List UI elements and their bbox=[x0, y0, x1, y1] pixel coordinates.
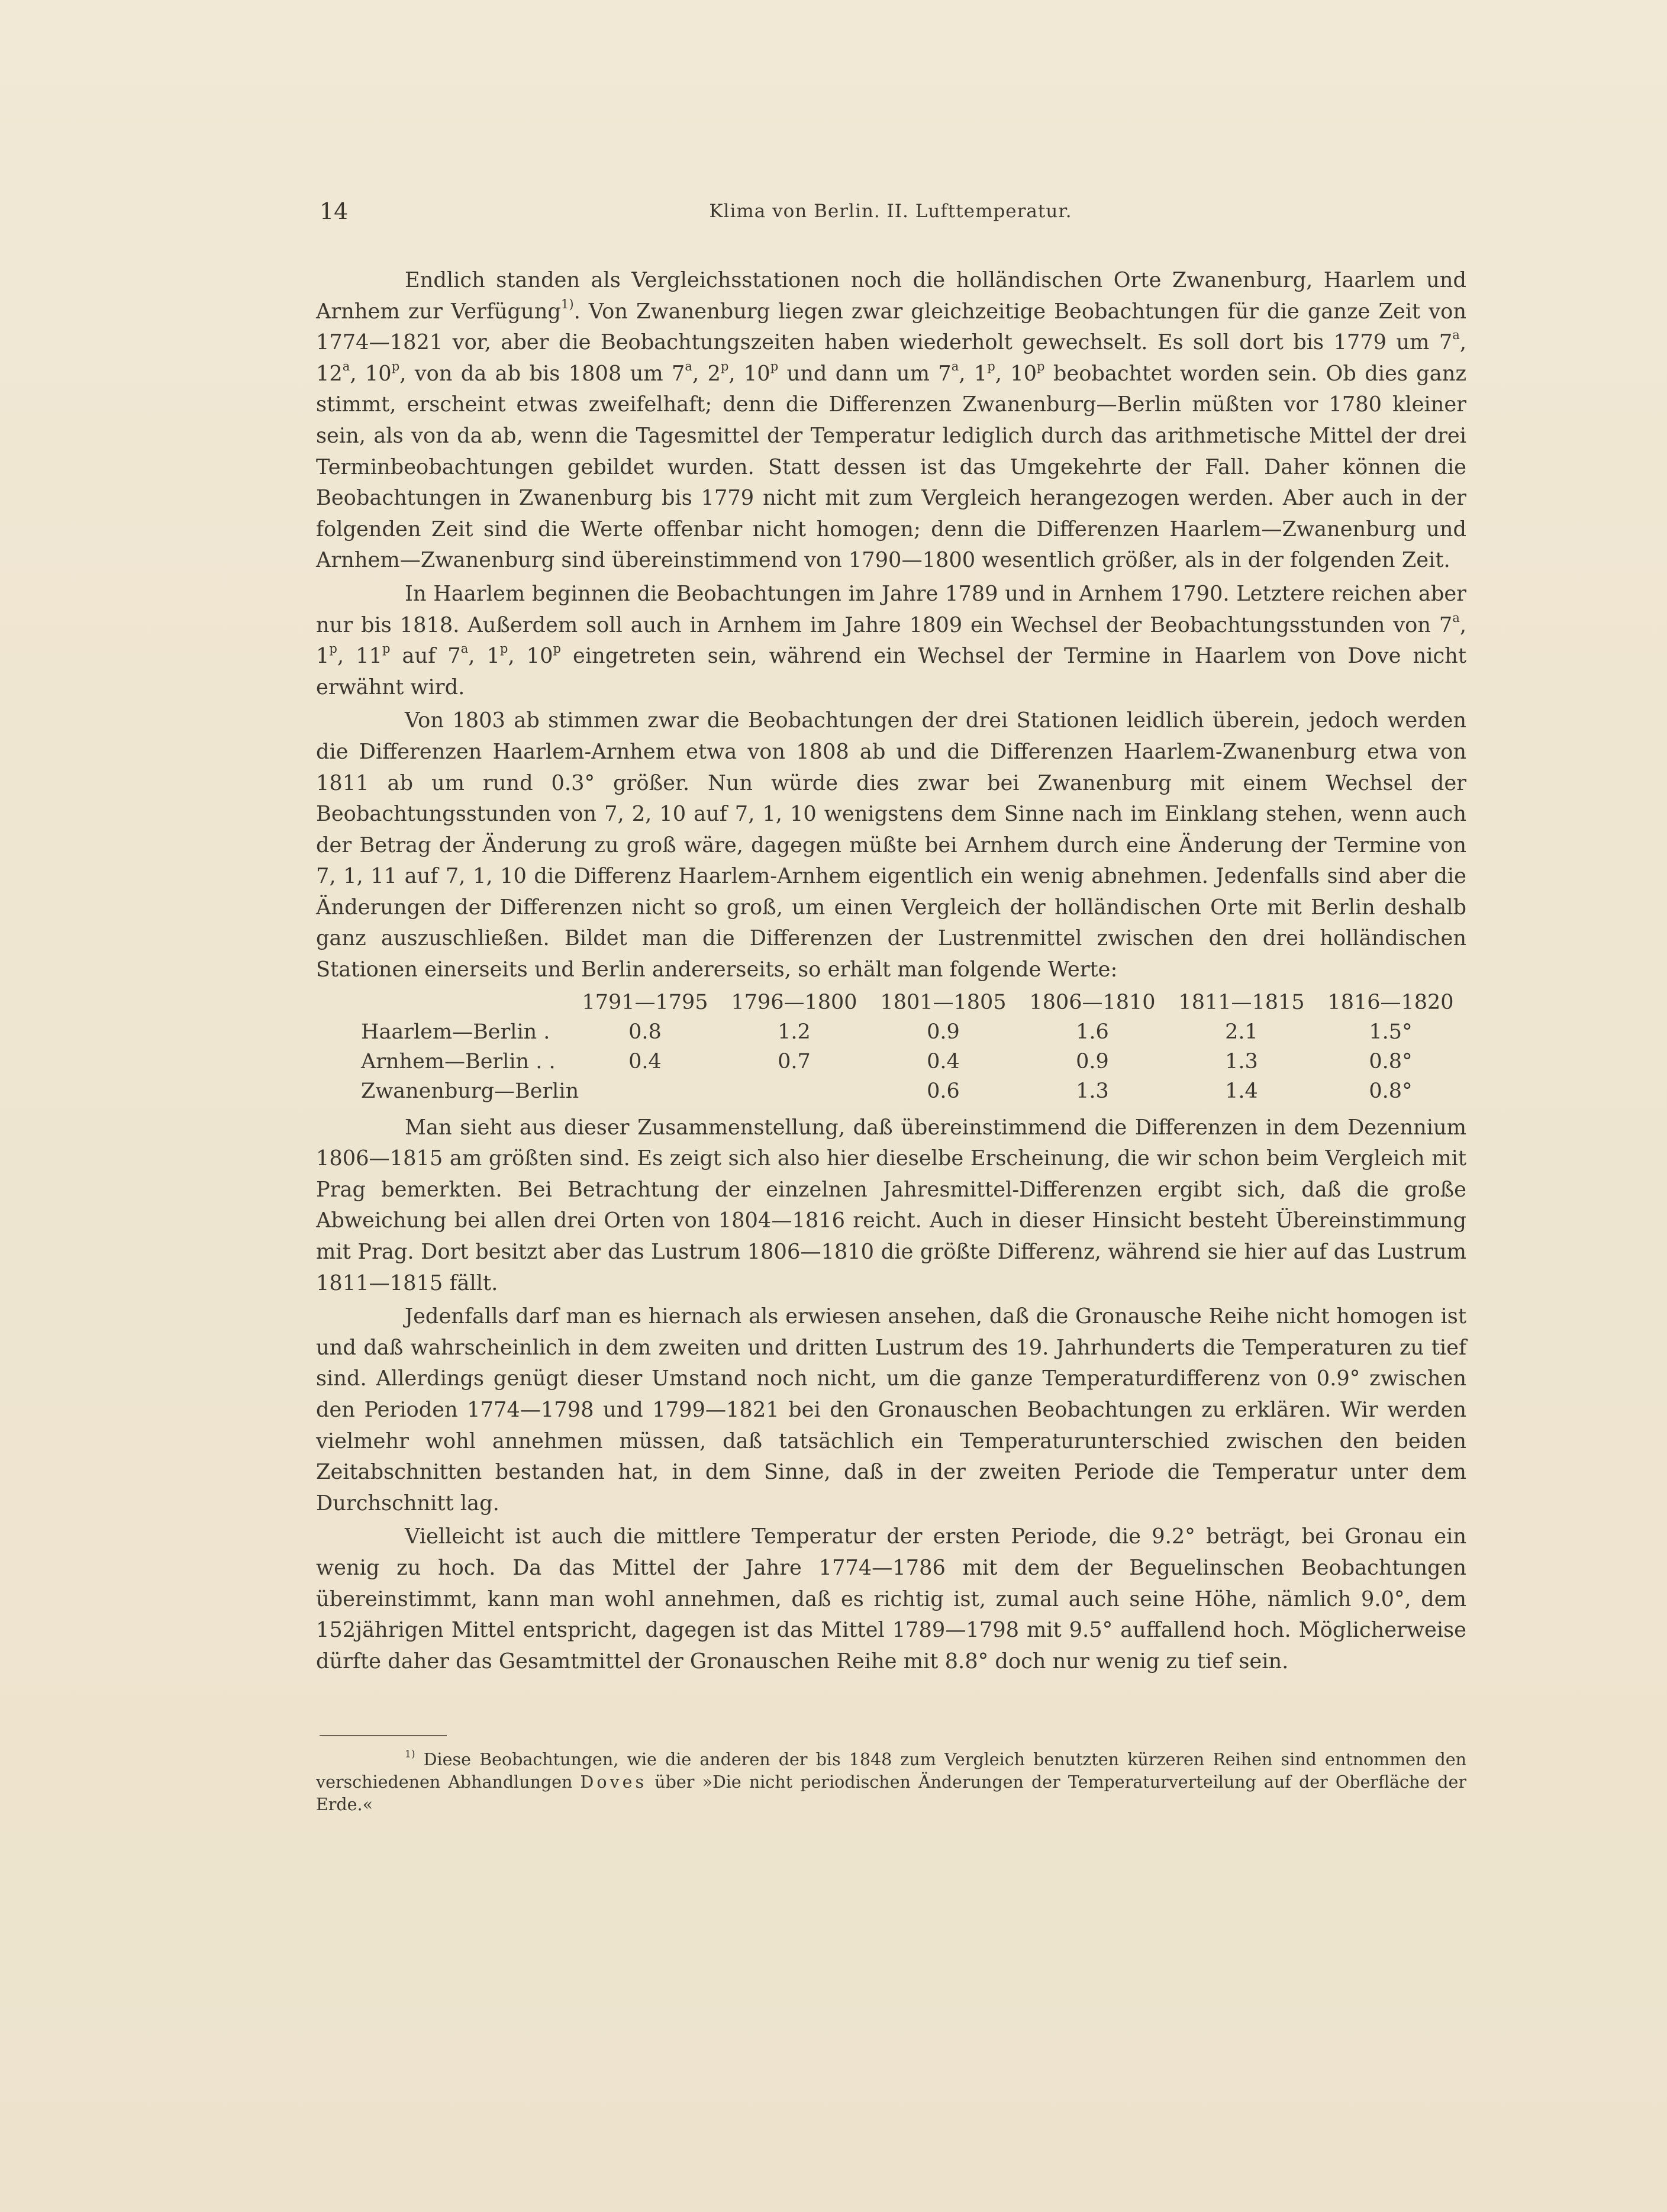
table-cell: 1.3 bbox=[1225, 1050, 1258, 1074]
page-number: 14 bbox=[320, 198, 349, 224]
paragraph-1: Endlich standen als Vergleichsstationen noch die holländischen Orte Zwanenburg, Haarlem und Arnhem zur Verfügung$^{1)}$. Von Zwanenburg liegen zwar gleichzeitige Beobachtungen für die ganze Zeit von 1774—1821 vor, aber die Beobachtungszeiten haben wiederholt gewechselt. Es soll dort bis 1779 um 7$^a$, 12$^a$, 10$^p$, von da ab bis 1808 um 7$^a$, 2$^p$, 10$^p$ und dann um 7$^a$, 1$^p$, 10$^p$ beobachtet worden sein. Ob dies ganz stimmt, erscheint etwas zweifelhaft; denn die Differenzen Zwanenburg—Berlin müßten vor 1780 kleiner sein, als von da ab, wenn die Tagesmittel der Temperatur lediglich durch das arithmetische Mittel der drei Terminbeobachtungen gebildet wurden. Statt dessen ist das Umgekehrte der Fall. Daher können die Beobachtungen in Zwanenburg bis 1779 nicht mit zum Vergleich herangezogen werden. Aber auch in der folgenden Zeit sind die Werte offenbar nicht homogen; denn die Differenzen Haarlem—Zwanenburg und Arnhem—Zwanenburg sind übereinstimmend von 1790—1800 wesentlich größer, als in der folgenden Zeit. bbox=[316, 268, 1466, 573]
table-cell: 0.8 bbox=[628, 1020, 662, 1044]
table-row bbox=[316, 1047, 1466, 1077]
paragraph-3: Von 1803 ab stimmen zwar die Beobachtungen der drei Stationen leidlich überein, jedoch werden die Differenzen Haarlem-Arnhem etwa von 1808 ab und die Differenzen Haarlem-Zwanenburg etwa von 1811 ab um rund 0.3° größer. Nun würde dies zwar bei Zwanenburg mit einem Wechsel der Beobachtungsstunden von 7, 2, 10 auf 7, 1, 10 wenigstens dem Sinne nach im Einklang stehen, wenn auch der Betrag der Änderung zu groß wäre, dagegen müßte bei Arnhem durch eine Änderung der Termine von 7, 1, 11 auf 7, 1, 10 die Differenz Haarlem-Arnhem eigentlich ein wenig abnehmen. Jedenfalls sind aber die Änderungen der Differenzen nicht so groß, um einen Vergleich der holländischen Orte mit Berlin deshalb ganz auszuschließen. Bildet man die Differenzen der Lustrenmittel zwischen den drei holländischen Stationen einerseits und Berlin andererseits, so erhält man folgende Werte: bbox=[316, 708, 1466, 982]
page-header bbox=[320, 198, 1462, 234]
paragraph-6: Vielleicht ist auch die mittlere Temperatur der ersten Periode, die 9.2° beträgt, bei Gronau ein wenig zu hoch. Da das Mittel der Jahre 1774—1786 mit dem der Beguelinschen Beobachtungen übereinstimmt, kann man wohl annehmen, daß es richtig ist, zumal auch seine Höhe, nämlich 9.0°, dem 152jährigen Mittel entspricht, dagegen ist das Mittel 1789—1798 mit 9.5° auffallend hoch. Möglicherweise dürfte daher das Gesamtmittel der Gronauschen Reihe mit 8.8° doch nur wenig zu tief sein. bbox=[316, 1524, 1466, 1673]
table-row bbox=[316, 1018, 1466, 1047]
footnote-marker: 1) bbox=[405, 1748, 415, 1760]
table-cell: 0.8° bbox=[1369, 1050, 1413, 1074]
paragraph-4: Man sieht aus dieser Zusammenstellung, daß übereinstimmend die Differenzen in dem Dezennium 1806—1815 am größten sind. Es zeigt sich also hier dieselbe Erscheinung, die wir schon beim Vergleich mit Prag bemerkten. Bei Betrachtung der einzelnen Jahresmittel-Differenzen ergibt sich, daß die große Abweichung bei allen drei Orten von 1804—1816 reicht. Auch in dieser Hinsicht besteht Übereinstimmung mit Prag. Dort besitzt aber das Lustrum 1806—1810 die größte Differenz, während sie hier auf das Lustrum 1811—1815 fällt. bbox=[316, 1115, 1466, 1295]
table-cell: 1.4 bbox=[1225, 1079, 1258, 1104]
footnote: $^{1)}$ Diese Beobachtungen, wie die anderen der bis 1848 zum Vergleich benutzten kürzeren Reihen sind entnommen den verschiedenen Abhandlungen Doves über »Die nicht periodischen Änderungen der Temperaturverteilung auf der Oberfläche der Erde.« bbox=[316, 1748, 1466, 1814]
running-title: Klima von Berlin. II. Lufttemperatur. bbox=[709, 201, 1072, 222]
table-cell: 1.2 bbox=[778, 1020, 811, 1044]
row-label: Zwanenburg—Berlin bbox=[361, 1079, 579, 1104]
table-header bbox=[316, 988, 1466, 1018]
differences-table bbox=[316, 988, 1466, 1107]
period-header: 1806—1810 bbox=[1029, 991, 1156, 1015]
table-cell: 1.6 bbox=[1076, 1020, 1109, 1044]
table-cell: 0.9 bbox=[927, 1020, 960, 1044]
period-header: 1796—1800 bbox=[731, 991, 857, 1015]
table-cell: 1.5° bbox=[1369, 1020, 1413, 1044]
footnote-author: Doves bbox=[580, 1772, 647, 1792]
period-header: 1801—1805 bbox=[880, 991, 1007, 1015]
table-cell: 0.7 bbox=[778, 1050, 811, 1074]
table-cell: 0.4 bbox=[628, 1050, 662, 1074]
period-header: 1791—1795 bbox=[582, 991, 708, 1015]
table-cell: 0.4 bbox=[927, 1050, 960, 1074]
main-text bbox=[316, 265, 1466, 1677]
period-header: 1811—1815 bbox=[1178, 991, 1305, 1015]
footnote-divider bbox=[320, 1735, 447, 1736]
table-cell: 0.9 bbox=[1076, 1050, 1109, 1074]
period-header: 1816—1820 bbox=[1327, 991, 1454, 1015]
table-cell: 0.8° bbox=[1369, 1079, 1413, 1104]
paragraph-2: In Haarlem beginnen die Beobachtungen im Jahre 1789 und in Arnhem 1790. Letztere reichen aber nur bis 1818. Außerdem soll auch in Arnhem im Jahre 1809 ein Wechsel der Beobachtungsstunden von 7$^a$, 1$^p$, 11$^p$ auf 7$^a$, 1$^p$, 10$^p$ eingetreten sein, während ein Wechsel der Termine in Haarlem von Dove nicht erwähnt wird. bbox=[316, 581, 1466, 699]
table-cell: 2.1 bbox=[1225, 1020, 1258, 1044]
row-label: Haarlem—Berlin . bbox=[361, 1020, 550, 1044]
row-label: Arnhem—Berlin . . bbox=[361, 1050, 556, 1074]
footnote-reference: 1) bbox=[560, 296, 574, 311]
table-cell: 1.3 bbox=[1076, 1079, 1109, 1104]
table-row bbox=[316, 1077, 1466, 1107]
paragraph-5: Jedenfalls darf man es hiernach als erwiesen ansehen, daß die Gronausche Reihe nicht homogen ist und daß wahrscheinlich in dem zweiten und dritten Lustrum des 19. Jahrhunderts die Temperaturen zu tief sind. Allerdings genügt dieser Umstand noch nicht, um die ganze Temperaturdifferenz von 0.9° zwischen den Perioden 1774—1798 und 1799—1821 bei den Gronauschen Beobachtungen zu erklären. Wir werden vielmehr wohl annehmen müssen, daß tatsächlich ein Temperaturunterschied zwischen den beiden Zeitabschnitten bestanden hat, in dem Sinne, daß in der zweiten Periode die Temperatur unter dem Durchschnitt lag. bbox=[316, 1304, 1466, 1515]
table-cell: 0.6 bbox=[927, 1079, 960, 1104]
